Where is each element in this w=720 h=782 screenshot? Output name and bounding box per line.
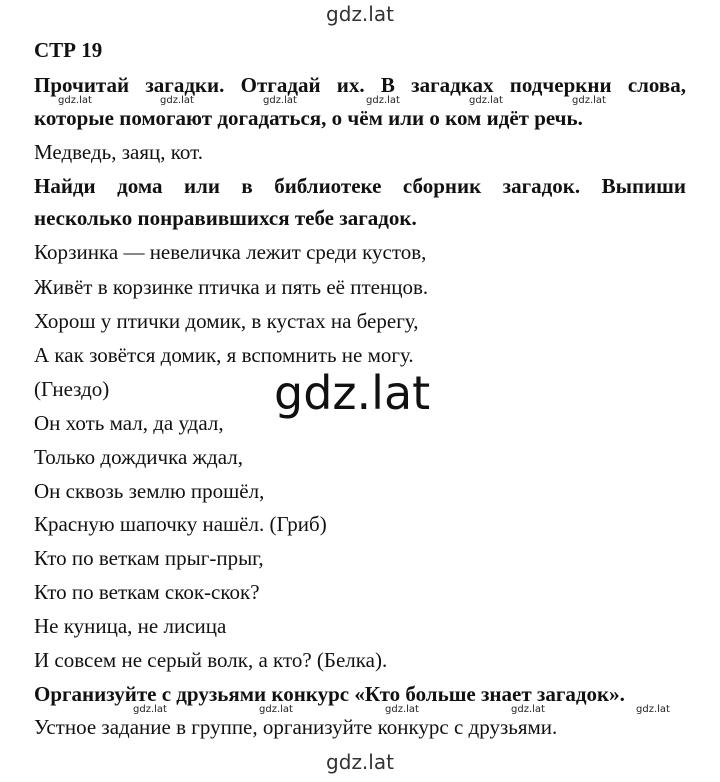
page-heading: СТР 19: [34, 38, 103, 62]
riddle-line: Только дождичка ждал,: [34, 445, 243, 469]
watermark-small: gdz.lat: [385, 704, 419, 715]
task2-line1: Найди дома или в библиотеке сборник загадок. Выпиши: [34, 174, 686, 198]
watermark-small: gdz.lat: [636, 704, 670, 715]
riddle-line: А как зовётся домик, я вспомнить не могу.: [34, 343, 414, 367]
task1-line1: Прочитай загадки. Отгадай их. В загадках подчеркни слова,: [34, 73, 686, 97]
riddle-line: И совсем не серый волк, а кто? (Белка).: [34, 648, 388, 672]
riddle-line: Не куница, не лисица: [34, 614, 227, 638]
riddle-line: Кто по веткам скок-скок?: [34, 580, 260, 604]
answer1: Медведь, заяц, кот.: [34, 140, 203, 164]
riddle-line: Кто по веткам прыг-прыг,: [34, 546, 264, 570]
answer3: Устное задание в группе, организуйте конкурс с друзьями.: [34, 715, 558, 739]
watermark-small: gdz.lat: [133, 704, 167, 715]
task3: Организуйте с друзьями конкурс «Кто больше знает загадок».: [34, 682, 625, 706]
watermark-top: gdz.lat: [326, 2, 394, 26]
watermark-small: gdz.lat: [259, 704, 293, 715]
riddle-line: (Гнездо): [34, 377, 110, 401]
riddle-line: Живёт в корзинке птичка и пять её птенцов.: [34, 275, 429, 299]
watermark-small: gdz.lat: [160, 95, 194, 106]
riddle-line: Красную шапочку нашёл. (Гриб): [34, 512, 327, 536]
watermark-small: gdz.lat: [263, 95, 297, 106]
watermark-small: gdz.lat: [469, 95, 503, 106]
watermark-small: gdz.lat: [58, 95, 92, 106]
riddle-line: Хорош у птички домик, в кустах на берегу,: [34, 309, 419, 333]
riddle-line: Корзинка — невеличка лежит среди кустов,: [34, 240, 427, 264]
riddle-line: Он сквозь землю прошёл,: [34, 479, 265, 503]
watermark-small: gdz.lat: [511, 704, 545, 715]
task2-line2: несколько понравившихся тебе загадок.: [34, 206, 417, 230]
watermark-center: gdz.lat: [274, 366, 431, 420]
watermark-small: gdz.lat: [572, 95, 606, 106]
riddle-line: Он хоть мал, да удал,: [34, 411, 224, 435]
task1-line2: которые помогают догадаться, о чём или о ком идёт речь.: [34, 106, 583, 130]
watermark-bottom: gdz.lat: [326, 750, 394, 774]
watermark-small: gdz.lat: [366, 95, 400, 106]
